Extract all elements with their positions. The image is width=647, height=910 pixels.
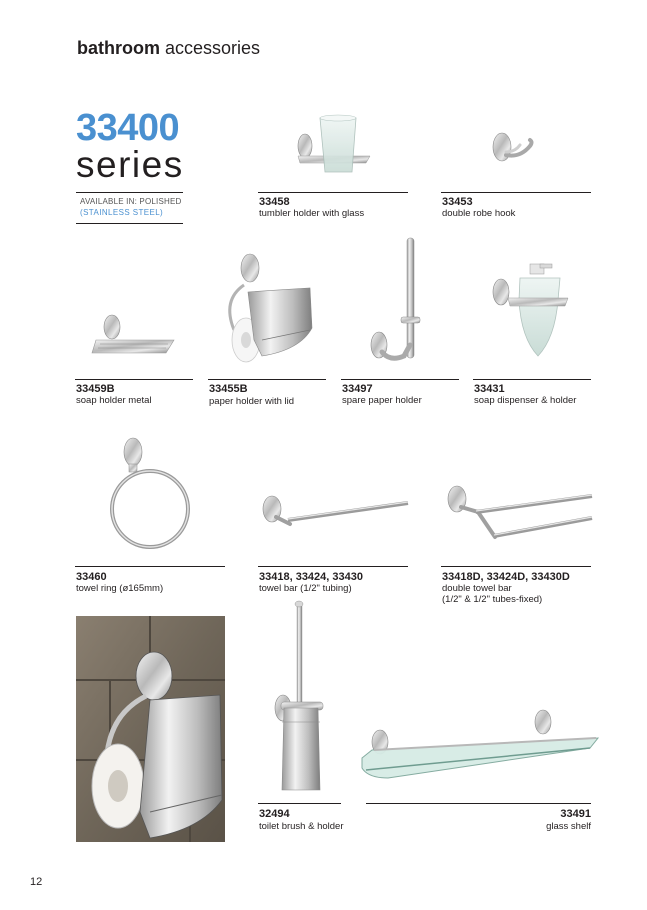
rule-33458 bbox=[258, 192, 408, 193]
lifestyle-photo bbox=[76, 616, 225, 842]
product-code-33458: 33458 bbox=[259, 196, 290, 208]
towel-ring-illustration bbox=[112, 438, 188, 547]
product-desc-33418: towel bar (1/2" tubing) bbox=[259, 583, 352, 594]
product-desc-33455b: paper holder with lid bbox=[209, 396, 295, 407]
spare-paper-holder-illustration bbox=[371, 238, 420, 358]
rule-33497 bbox=[341, 379, 459, 380]
product-code-33431: 33431 bbox=[474, 383, 505, 395]
product-desc-33453: double robe hook bbox=[442, 208, 516, 219]
rule-33453 bbox=[441, 192, 591, 193]
header-rest: accessories bbox=[165, 38, 261, 58]
product-code-33418d: 33418D, 33424D, 33430D bbox=[442, 571, 570, 583]
product-desc-33459b: soap holder metal bbox=[76, 395, 152, 406]
rule-32494 bbox=[258, 803, 341, 804]
paper-holder-illustration bbox=[230, 254, 312, 362]
toilet-brush-illustration bbox=[275, 601, 323, 790]
tumbler-holder-illustration bbox=[298, 115, 370, 172]
page-number: 12 bbox=[30, 876, 43, 888]
soap-holder-illustration bbox=[92, 315, 174, 353]
rule-33431 bbox=[473, 379, 591, 380]
product-desc-33458: tumbler holder with glass bbox=[259, 208, 365, 219]
product-code-33418: 33418, 33424, 33430 bbox=[259, 571, 363, 583]
series-number: 33400 bbox=[76, 107, 180, 149]
rule-33460 bbox=[75, 566, 225, 567]
product-code-33459b: 33459B bbox=[76, 383, 115, 395]
series-word: series bbox=[76, 144, 184, 185]
product-code-33497: 33497 bbox=[342, 383, 373, 395]
robe-hook-illustration bbox=[493, 133, 532, 161]
product-desc-33431: soap dispenser & holder bbox=[474, 395, 577, 406]
product-desc2-33418d: (1/2" & 1/2" tubes-fixed) bbox=[442, 594, 543, 605]
product-code-33460: 33460 bbox=[76, 571, 107, 583]
product-desc-33491: glass shelf bbox=[546, 821, 591, 832]
product-desc-33497: spare paper holder bbox=[342, 395, 422, 406]
rule-33491 bbox=[366, 803, 591, 804]
rule-33418 bbox=[258, 566, 408, 567]
product-code-33491: 33491 bbox=[560, 808, 591, 820]
availability-line1: AVAILABLE IN: POLISHED bbox=[80, 197, 182, 206]
soap-dispenser-illustration bbox=[493, 264, 568, 356]
glass-shelf-illustration bbox=[362, 710, 598, 778]
rule-33459b bbox=[75, 379, 193, 380]
double-towel-bar-illustration bbox=[448, 486, 592, 537]
product-code-33453: 33453 bbox=[442, 196, 473, 208]
product-desc-32494: toilet brush & holder bbox=[259, 821, 344, 832]
product-code-33455b: 33455B bbox=[209, 383, 248, 395]
rule-33455b bbox=[208, 379, 326, 380]
towel-bar-illustration bbox=[263, 496, 408, 524]
rule-33418d bbox=[441, 566, 591, 567]
availability-line2: (STAINLESS STEEL) bbox=[80, 208, 164, 217]
header-bold: bathroom bbox=[77, 38, 160, 58]
product-desc-33460: towel ring (ø165mm) bbox=[76, 583, 164, 594]
product-desc-33418d: double towel bar bbox=[442, 583, 512, 594]
product-code-32494: 32494 bbox=[259, 808, 290, 820]
